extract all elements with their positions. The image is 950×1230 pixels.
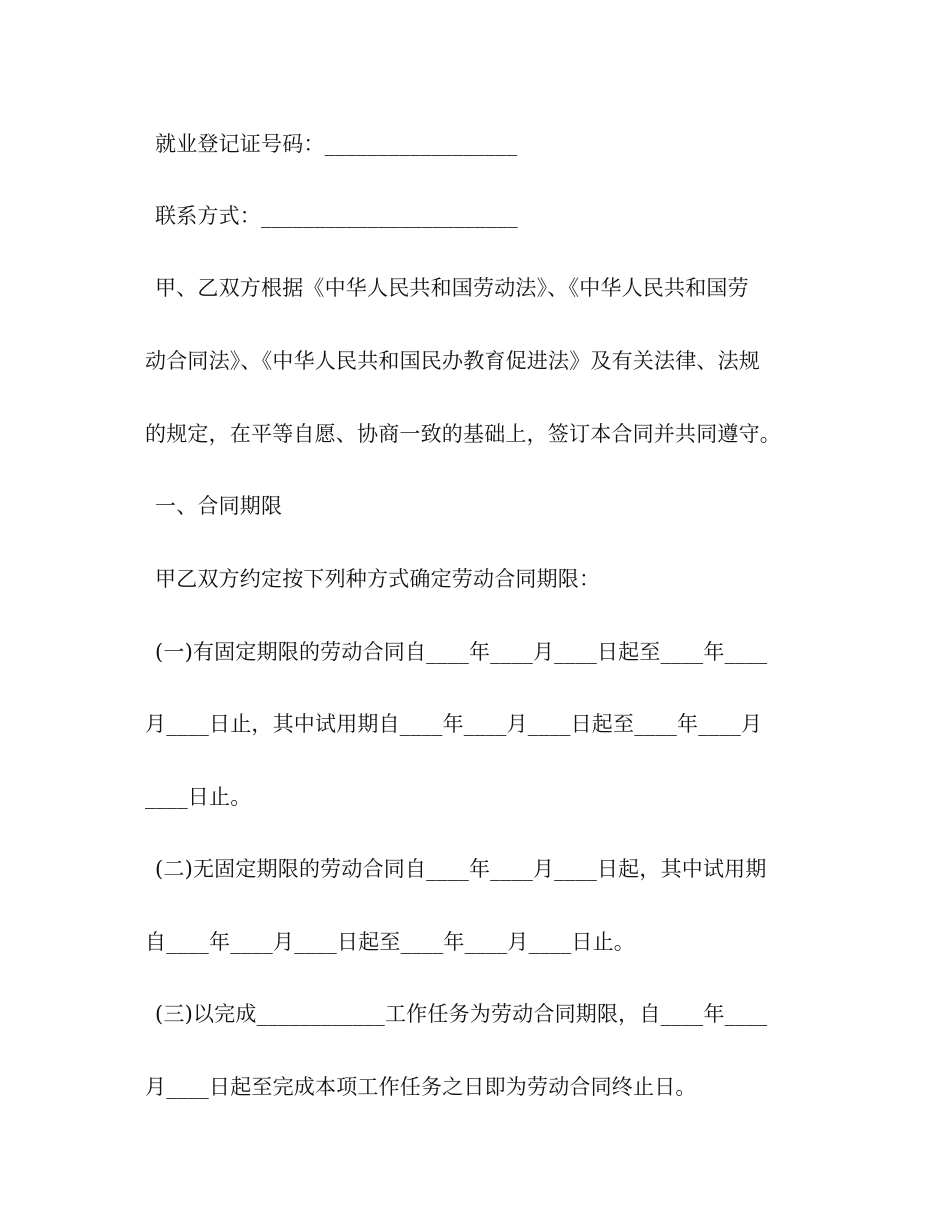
contact-method-line: 联系方式：________________________	[155, 204, 518, 228]
fixed-term-line-2: 月____日止，其中试用期自____年____月____日起至____年____月	[145, 712, 763, 736]
fixed-term-line-3: ____日止。	[145, 785, 252, 809]
fixed-term-line-1: (一)有固定期限的劳动合同自____年____月____日起至____年____	[155, 640, 768, 664]
open-ended-term-line-1: (二)无固定期限的劳动合同自____年____月____日起，其中试用期	[155, 857, 767, 881]
term-intro-line: 甲乙双方约定按下列种方式确定劳动合同期限：	[155, 567, 601, 591]
preamble-line-1: 甲、乙双方根据《中华人民共和国劳动法》、《中华人民共和国劳	[155, 276, 749, 300]
task-based-term-line-2: 月____日起至完成本项工作任务之日即为劳动合同终止日。	[145, 1075, 697, 1099]
employment-registration-number-line: 就业登记证号码：__________________	[155, 132, 518, 156]
section-heading-contract-term: 一、合同期限	[155, 494, 283, 518]
open-ended-term-line-2: 自____年____月____日起至____年____月____日止。	[145, 930, 635, 954]
preamble-line-3: 的规定，在平等自愿、协商一致的基础上，签订本合同并共同遵守。	[145, 422, 781, 446]
task-based-term-line-1: (三)以完成____________工作任务为劳动合同期限，自____年____	[155, 1002, 768, 1026]
preamble-line-2: 动合同法》、《中华人民共和国民办教育促进法》及有关法律、法规	[145, 349, 760, 373]
